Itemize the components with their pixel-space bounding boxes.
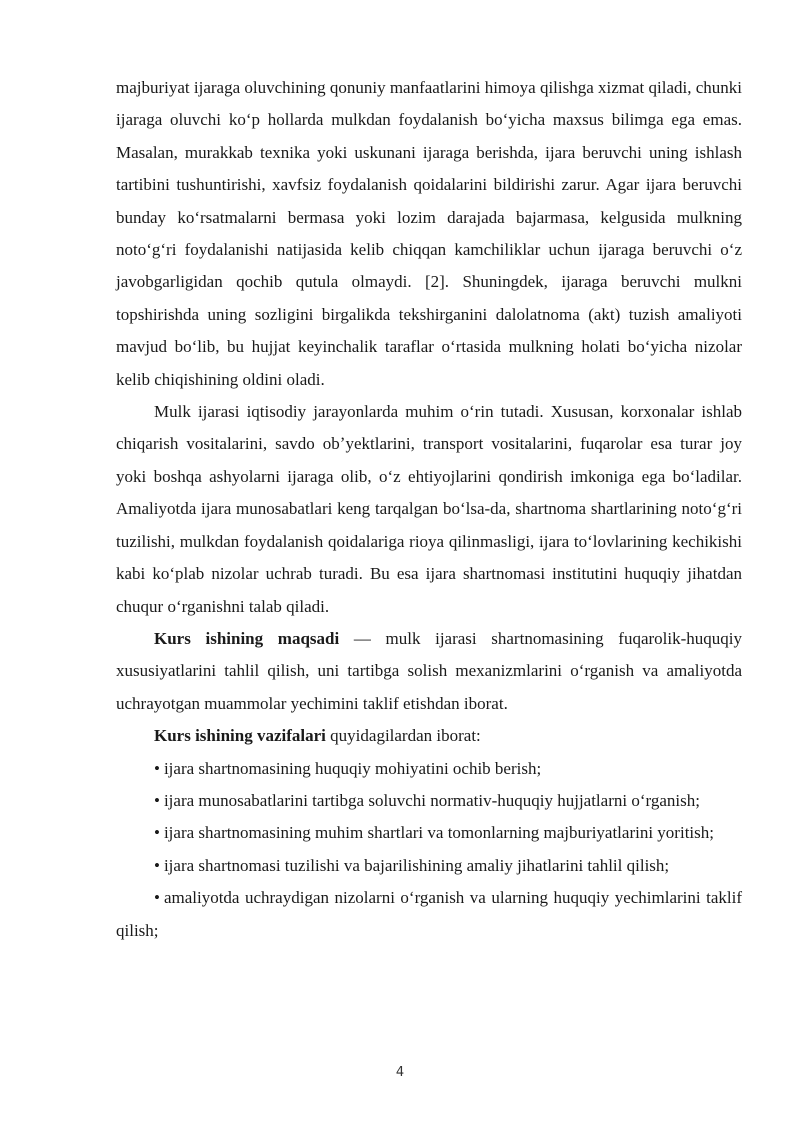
purpose-text: — mulk ijarasi shartnomasining fuqarolik-huquqiy xususiyatlarini tahlil qilish, uni tartibga solish mexanizmlarini oʻrganish va amaliyotda uchrayotgan muammolar yechimini taklif etishdan iborat. — [116, 628, 742, 713]
task-item: • ijara shartnomasining muhim shartlari va tomonlarning majburiyatlarini yoritish; — [116, 817, 742, 849]
task-item: • ijara munosabatlarini tartibga soluvchi normativ-huquqiy hujjatlarni oʻrganish; — [116, 785, 742, 817]
tasks-label: Kurs ishining vazifalari — [154, 726, 326, 746]
paragraph-lease-economy: Mulk ijarasi iqtisodiy jarayonlarda muhim oʻrin tutadi. Xususan, korxonalar ishlab chiqarish vositalarini, savdo obʼyektlarini, transport vositalarini, fuqarolar esa turar joy yoki boshqa ashyolarni ijaraga olib, oʻz ehtiyojlarini qondirish imkoniga ega boʻladilar. Amaliyotda ijara munosabatlari keng tarqalgan boʻlsa-da, shartnoma shartlarining notoʻgʻri tuzilishi, mulkdan foydalanish qoidalariga rioya qilinmasligi, ijara toʻlovlarining kechikishi kabi koʻplab nizolar uchrab turadi. Bu esa ijara shartnomasi institutini huquqiy jihatdan chuqur oʻrganishni talab qiladi. — [116, 402, 742, 616]
document-body — [116, 72, 742, 947]
page-number: 4 — [395, 1065, 405, 1080]
task-item: • ijara shartnomasining huquqiy mohiyatini ochib berish; — [116, 753, 742, 785]
paragraph-continuation: majburiyat ijaraga oluvchining qonuniy manfaatlarini himoya qilishga xizmat qiladi, chunki ijaraga oluvchi koʻp hollarda mulkdan foydalanish boʻyicha maxsus bilimga ega emas. Masalan, murakkab texnika yoki uskunani ijaraga berishda, ijara beruvchi uning ishlash tartibini tushuntirishi, xavfsiz foydalanish qoidalarini bildirishi zarur. Agar ijara beruvchi bunday koʻrsatmalarni bermasa yoki lozim darajada bajarmasa, kelgusida mulkning notoʻgʻri foydalanishi natijasida kelib chiqqan kamchiliklar uchun ijaraga beruvchi oʻz javobgarligidan qochib qutula olmaydi. [2]. Shuningdek, ijaraga beruvchi mulkni topshirishda uning sozligini birgalikda tekshirganini dalolatnoma (akt) tuzish amaliyoti mavjud boʻlib, bu hujjat keyinchalik taraflar oʻrtasida mulkning holati boʻyicha nizolar kelib chiqishining oldini oladi. — [116, 78, 743, 389]
tasks-text: quyidagilardan iborat: — [325, 726, 481, 746]
task-item: • ijara shartnomasi tuzilishi va bajarilishining amaliy jihatlarini tahlil qilish; — [116, 850, 742, 882]
paragraph-purpose — [116, 623, 742, 720]
task-item: • amaliyotda uchraydigan nizolarni oʻrganish va ularning huquqiy yechimlarini taklif qilish; — [116, 882, 742, 947]
purpose-label: Kurs ishining maqsadi — [154, 628, 340, 648]
paragraph-tasks — [116, 720, 742, 752]
